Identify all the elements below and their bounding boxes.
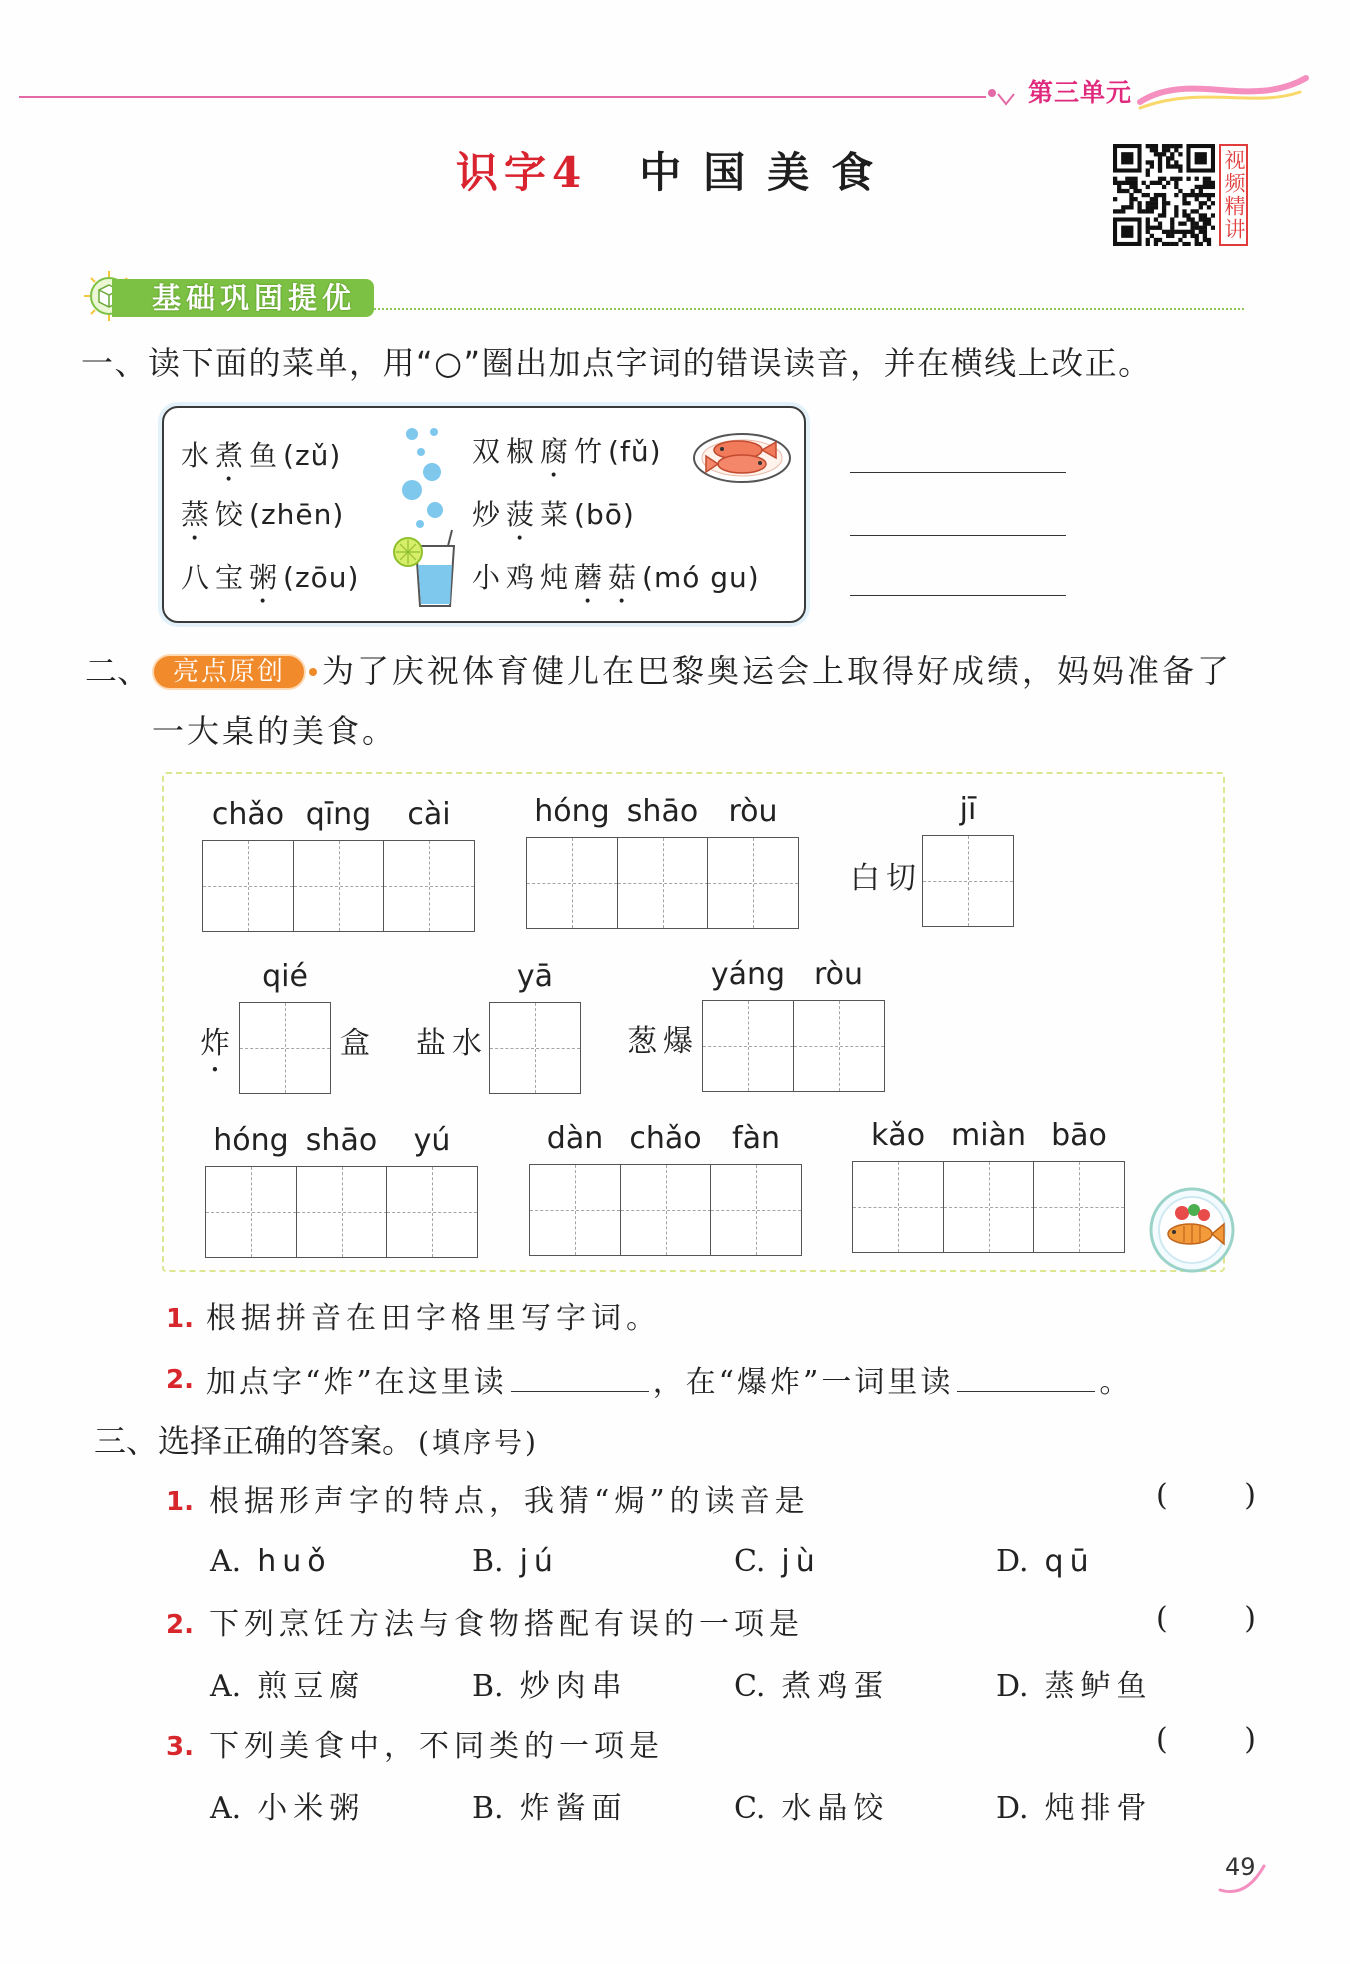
paren-close: ): [1244, 1478, 1256, 1513]
pinyin-syllable: yáng: [710, 957, 786, 992]
pinyin-syllable: bāo: [1051, 1118, 1107, 1153]
sub-question-part: ，在“爆炸”一词里读: [652, 1365, 954, 1400]
question-2-number: 二、: [85, 652, 150, 690]
fish-plate-icon: [690, 420, 794, 486]
option-letter: A.: [210, 1791, 242, 1826]
menu-item-text: 双椒: [472, 435, 541, 468]
menu-item: [472, 560, 760, 610]
menu-item-text: 菜: [540, 498, 575, 531]
paren-open: (: [1156, 1478, 1168, 1513]
tianzige-grid: [489, 959, 581, 1094]
dotted-char: 蘑菇: [574, 561, 643, 594]
option-text: 炒肉串: [519, 1669, 628, 1704]
lesson-number: 识字4: [456, 148, 588, 197]
pinyin-syllable: qié: [262, 959, 308, 994]
tianzige-grid: [205, 1123, 478, 1258]
pinyin-syllable: fàn: [732, 1121, 780, 1156]
menu-item: [181, 497, 344, 547]
tianzige-cell: [707, 837, 799, 929]
answer-line: [850, 595, 1066, 596]
tianzige-cell: [620, 1164, 712, 1256]
sub-question-number: 2.: [166, 1365, 194, 1395]
answer-paren: [1156, 1477, 1256, 1515]
sub-question-part: 。: [1099, 1365, 1133, 1400]
option-text: 炸酱面: [519, 1791, 628, 1826]
menu-item: [472, 434, 662, 484]
choice-option: [472, 1790, 628, 1828]
pinyin-syllable: miàn: [951, 1118, 1026, 1153]
tianzige-cell: [943, 1161, 1035, 1253]
menu-item-text: 饺: [215, 498, 250, 531]
menu-item-text: 水: [181, 439, 216, 472]
menu-item: [181, 560, 359, 610]
qr-code-icon: [1113, 144, 1215, 246]
menu-item-pinyin: (zōu): [283, 561, 360, 594]
dotted-char: 蒸: [181, 498, 216, 531]
tianzige-cell: [489, 1002, 581, 1094]
choice-question: 下列烹饪方法与食物搭配有误的一项是: [209, 1607, 804, 1642]
question-2-prompt: 为了庆祝体育健儿在巴黎奥运会上取得好成绩，妈妈准备了: [322, 652, 1233, 690]
sub-question-text: 根据拼音在田字格里写字词。: [206, 1301, 661, 1336]
dotted-char: 炸: [200, 1026, 236, 1061]
pinyin-syllable: qīng: [305, 797, 372, 832]
dotted-char: 煮: [215, 439, 250, 472]
option-text: jù: [781, 1544, 821, 1579]
option-letter: C.: [734, 1544, 766, 1579]
choice-option: [210, 1668, 365, 1706]
pinyin-syllable: chǎo: [629, 1121, 702, 1156]
option-letter: C.: [734, 1791, 766, 1826]
tianzige-cell: [922, 835, 1014, 927]
choice-number: 1.: [166, 1487, 194, 1517]
menu-item-text: 八宝: [181, 561, 250, 594]
option-letter: C.: [734, 1669, 766, 1704]
option-text: 蒸鲈鱼: [1044, 1669, 1153, 1704]
choice-option: [734, 1790, 889, 1828]
menu-item: [472, 497, 635, 547]
option-text: 煮鸡蛋: [781, 1669, 890, 1704]
choice-option: [996, 1790, 1153, 1828]
fish-dish-icon: [1148, 1186, 1236, 1274]
header-rule: [0, 60, 1350, 130]
dotted-char: 菠: [506, 498, 541, 531]
paren-open: (: [1156, 1722, 1168, 1757]
pinyin-syllable: cài: [407, 797, 451, 832]
option-letter: B.: [472, 1544, 504, 1579]
menu-item-pinyin: (mó gu): [642, 561, 760, 594]
choice-number: 3.: [166, 1732, 194, 1762]
choice-option: [996, 1668, 1153, 1706]
menu-item-text: 炒: [472, 498, 507, 531]
choice-question: 下列美食中，不同类的一项是: [209, 1729, 664, 1764]
pinyin-syllable: hóng: [534, 794, 610, 829]
tianzige-cell: [617, 837, 709, 929]
question-3-title: 三、选择正确的答案。: [94, 1422, 415, 1460]
answer-line: [850, 535, 1066, 536]
sub-question-number: 1.: [166, 1304, 194, 1334]
menu-item-text: 鱼: [249, 439, 284, 472]
menu-item-pinyin: (fǔ): [608, 435, 662, 468]
tianzige-cell: [239, 1002, 331, 1094]
qr-video-label: 视频精讲: [1219, 144, 1248, 246]
lesson-title: 中国美食: [639, 148, 896, 197]
tianzige-grid: [702, 957, 885, 1092]
tianzige-grid: [526, 794, 799, 929]
tianzige-cell: [793, 1000, 885, 1092]
tianzige-grid: [922, 792, 1014, 927]
paren-close: ): [1244, 1601, 1256, 1636]
choice-option: [210, 1543, 332, 1581]
tianzige-cell: [205, 1166, 297, 1258]
tianzige-cell: [383, 840, 475, 932]
question-1-prompt: 一、读下面的菜单，用“○”圈出加点字词的错误读音，并在横线上改正。: [81, 344, 1152, 382]
menu-item: [181, 438, 341, 488]
tianzige-grid: [239, 959, 331, 1094]
tianzige-grid: [202, 797, 475, 932]
word-prefix: 葱爆: [627, 1024, 699, 1059]
answer-blank: [511, 1361, 649, 1392]
tianzige-cell: [529, 1164, 621, 1256]
choice-option: [734, 1543, 821, 1581]
option-text: 水晶饺: [781, 1791, 890, 1826]
tianzige-grid: [529, 1121, 802, 1256]
word-prefix: 盐水: [416, 1026, 488, 1061]
pinyin-syllable: kǎo: [870, 1118, 926, 1153]
section-banner: 基础巩固提优: [112, 279, 374, 317]
pinyin-syllable: shāo: [626, 794, 699, 829]
sub-question-text: [206, 1361, 1132, 1402]
answer-blank: [957, 1361, 1095, 1392]
option-text: 煎豆腐: [257, 1669, 366, 1704]
paren-open: (: [1156, 1601, 1168, 1636]
page-title: [456, 148, 895, 198]
question-3-note: (填序号): [418, 1426, 539, 1459]
word-suffix: 盒: [340, 1026, 376, 1061]
tianzige-cell: [296, 1166, 388, 1258]
tianzige-cell: [710, 1164, 802, 1256]
option-text: huǒ: [257, 1544, 332, 1579]
option-text: qū: [1044, 1544, 1095, 1579]
pinyin-syllable: shāo: [305, 1123, 378, 1158]
option-letter: B.: [472, 1791, 504, 1826]
option-text: 炖排骨: [1044, 1791, 1153, 1826]
dotted-char: 腐: [540, 435, 575, 468]
option-letter: A.: [210, 1544, 242, 1579]
answer-line: [850, 472, 1066, 473]
option-text: 小米粥: [257, 1791, 366, 1826]
option-text: jú: [519, 1544, 559, 1579]
tianzige-cell: [852, 1161, 944, 1253]
tianzige-grid: [852, 1118, 1125, 1253]
menu-item-text: 小鸡炖: [472, 561, 575, 594]
paren-close: ): [1244, 1722, 1256, 1757]
option-letter: D.: [996, 1669, 1029, 1704]
option-letter: D.: [996, 1791, 1029, 1826]
menu-item-pinyin: (zhēn): [249, 498, 345, 531]
pinyin-syllable: jī: [959, 792, 977, 827]
word-prefix: 白切: [850, 861, 922, 896]
answer-paren: [1156, 1600, 1256, 1638]
badge-dot: [309, 668, 317, 676]
question-2-prompt-cont: 一大桌的美食。: [152, 712, 398, 750]
pinyin-syllable: ròu: [728, 794, 778, 829]
tianzige-cell: [702, 1000, 794, 1092]
option-letter: A.: [210, 1669, 242, 1704]
question-3-prompt: [94, 1421, 539, 1463]
page-number: 49: [1225, 1853, 1256, 1881]
pinyin-syllable: dàn: [546, 1121, 604, 1156]
dotted-char: 粥: [249, 561, 284, 594]
unit-label: 第三单元: [1028, 78, 1133, 107]
tianzige-cell: [1033, 1161, 1125, 1253]
choice-option: [996, 1543, 1095, 1581]
pinyin-syllable: hóng: [213, 1123, 289, 1158]
sub-question-part: 加点字“炸”在这里读: [206, 1365, 507, 1400]
pinyin-syllable: chǎo: [211, 797, 285, 832]
answer-paren: [1156, 1721, 1256, 1759]
section-divider: [374, 308, 1244, 310]
tianzige-cell: [526, 837, 618, 929]
choice-option: [472, 1668, 628, 1706]
menu-item-text: 竹: [574, 435, 609, 468]
pinyin-syllable: yú: [413, 1123, 451, 1158]
option-letter: D.: [996, 1544, 1029, 1579]
menu-item-pinyin: (bō): [574, 498, 635, 531]
option-letter: B.: [472, 1669, 504, 1704]
choice-number: 2.: [166, 1610, 194, 1640]
bubbles-drink-icon: [390, 420, 470, 615]
tianzige-cell: [293, 840, 385, 932]
menu-item-pinyin: (zǔ): [283, 439, 342, 472]
choice-question: 根据形声字的特点，我猜“焗”的读音是: [209, 1484, 810, 1519]
pinyin-syllable: yā: [516, 959, 554, 994]
original-badge: 亮点原创: [152, 654, 306, 690]
tianzige-cell: [202, 840, 294, 932]
choice-option: [210, 1790, 365, 1828]
choice-option: [472, 1543, 559, 1581]
choice-option: [734, 1668, 889, 1706]
tianzige-cell: [386, 1166, 478, 1258]
pinyin-syllable: ròu: [813, 957, 864, 992]
